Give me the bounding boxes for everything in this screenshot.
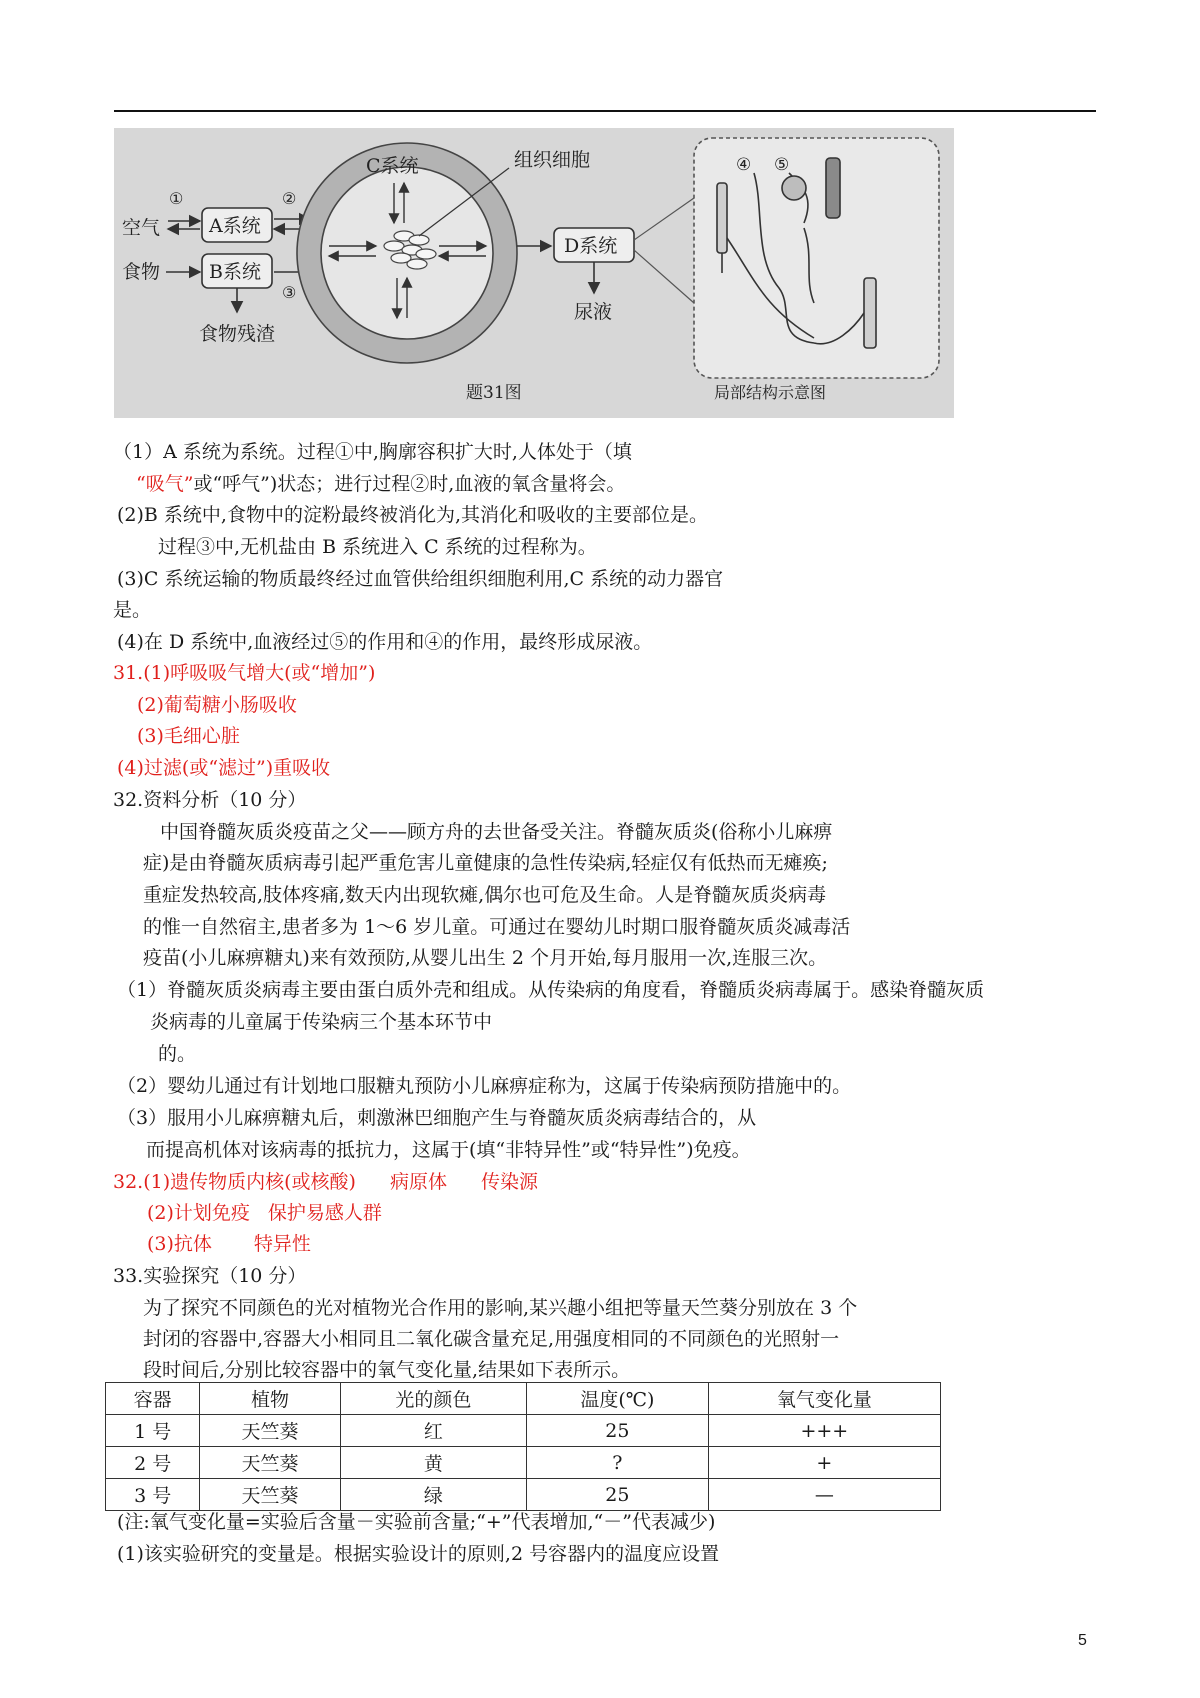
air-label: 空气: [122, 217, 161, 239]
table-header-cell: 温度(℃): [527, 1383, 709, 1415]
table-cell: 2 号: [106, 1447, 200, 1479]
q31-line-7: (4)在 D 系统中,血液经过⑤的作用和④的作用，最终形成尿液。: [117, 631, 653, 653]
q32-heading: 32.资料分析（10 分）: [113, 789, 307, 811]
table-cell: +++: [708, 1415, 940, 1447]
q31-line-4: 过程③中,无机盐由 B 系统进入 C 系统的过程称为。: [158, 536, 597, 558]
step1-label: ①: [169, 189, 184, 208]
q33-sub1: (1)该实验研究的变量是。根据实验设计的原则,2 号容器内的温度应设置: [117, 1543, 720, 1565]
table-cell: —: [708, 1479, 940, 1511]
a31-line-2: (2)葡萄糖小肠吸收: [137, 694, 297, 716]
a32-line-3: [147, 1232, 311, 1256]
q32-sub3-a: （3）服用小儿麻痹糖丸后，刺激淋巴细胞产生与脊髓灰质炎病毒结合的，从: [117, 1107, 757, 1129]
inset-frame: [694, 138, 939, 378]
human-systems-diagram: [114, 128, 954, 418]
oxygen-results-table: [105, 1382, 941, 1511]
a31-line-4: (4)过滤(或“滤过”)重吸收: [117, 757, 331, 779]
q33-para-1: 为了探究不同颜色的光对植物光合作用的影响,某兴趣小组把等量天竺葵分别放在 3 个: [143, 1297, 858, 1319]
q32-sub1-a: （1）脊髓灰质炎病毒主要由蛋白质外壳和组成。从传染病的角度看，脊髓质炎病毒属于。感染脊髓灰质: [117, 979, 985, 1001]
q32-para-2: 症)是由脊髓灰质病毒引起严重危害儿童健康的急性传染病,轻症仅有低热而无瘫痪;: [143, 852, 828, 874]
a32-3-a: (3)抗体: [147, 1233, 212, 1255]
a32-1-c: 传染源: [480, 1171, 538, 1193]
a32-2-b: 保护易感人群: [267, 1202, 382, 1224]
a32-3-b: 特异性: [253, 1233, 311, 1255]
table-header-cell: 容器: [106, 1383, 200, 1415]
header-rule: [114, 110, 1096, 112]
table-cell: 绿: [340, 1479, 526, 1511]
a32-1-a: 32.(1)遗传物质内核(或核酸): [113, 1171, 356, 1193]
a31-line-1: 31.(1)呼吸吸气增大(或“增加”): [113, 662, 376, 684]
table-row: [106, 1415, 941, 1447]
q31-line-2: [136, 472, 625, 496]
q32-sub2: （2）婴幼儿通过有计划地口服糖丸预防小儿麻痹症称为，这属于传染病预防措施中的。: [117, 1075, 852, 1097]
table-cell: 3 号: [106, 1479, 200, 1511]
inset-label-5: ⑤: [774, 155, 790, 175]
table-cell: 25: [527, 1415, 709, 1447]
food-label: 食物: [122, 261, 161, 283]
table-row: [106, 1479, 941, 1511]
table-header-row: [106, 1383, 941, 1415]
c-system-label: C系统: [366, 155, 419, 177]
q33-heading: 33.实验探究（10 分）: [113, 1265, 307, 1287]
step3-label: ③: [282, 283, 297, 302]
table-cell: 黄: [340, 1447, 526, 1479]
q32-sub1-c: 的。: [158, 1043, 197, 1065]
a-system-label: A系统: [209, 215, 261, 237]
q33-para-2: 封闭的容器中,容器大小相同且二氧化碳含量充足,用强度相同的不同颜色的光照射一: [143, 1328, 840, 1350]
diagram-figure-31: [114, 128, 954, 418]
figure-caption: 题31图: [466, 383, 522, 403]
b-system-label: B系统: [209, 261, 261, 283]
q31-line-6: 是。: [113, 599, 152, 621]
table-cell: 天竺葵: [200, 1479, 340, 1511]
q31-inhale-option: “吸气”: [136, 473, 194, 495]
inset-caption: 局部结构示意图: [714, 383, 827, 402]
page-number: 5: [1078, 1632, 1087, 1649]
inset-label-4: ④: [736, 155, 752, 175]
step2-label: ②: [282, 189, 297, 208]
table-row: [106, 1447, 941, 1479]
q32-sub1-b: 炎病毒的儿童属于传染病三个基本环节中: [150, 1011, 493, 1033]
table-cell: 25: [527, 1479, 709, 1511]
table-header-cell: 氧气变化量: [708, 1383, 940, 1415]
table-cell: 红: [340, 1415, 526, 1447]
q32-para-5: 疫苗(小儿麻痹糖丸)来有效预防,从婴儿出生 2 个月开始,每月服用一次,连服三次。: [143, 947, 828, 969]
food-residue-label: 食物残渣: [199, 323, 276, 345]
q31-line-1: （1）A 系统为系统。过程①中,胸廓容积扩大时,人体处于（填: [113, 441, 632, 463]
table-cell: ?: [527, 1447, 709, 1479]
a32-line-2: [147, 1201, 382, 1225]
q33-note: (注:氧气变化量=实验后含量－实验前含量;“+”代表增加,“－”代表减少): [117, 1511, 716, 1533]
tissue-cells-label: 组织细胞: [514, 149, 591, 171]
q31-line-5: (3)C 系统运输的物质最终经过血管供给组织细胞利用,C 系统的动力器官: [117, 568, 724, 590]
table-cell: +: [708, 1447, 940, 1479]
table-header-cell: 光的颜色: [340, 1383, 526, 1415]
q32-para-4: 的惟一自然宿主,患者多为 1～6 岁儿童。可通过在婴幼儿时期口服脊髓灰质炎减毒活: [143, 916, 851, 938]
q32-para-3: 重症发热较高,肢体疼痛,数天内出现软瘫,偶尔也可危及生命。人是脊髓灰质炎病毒: [143, 884, 827, 906]
table-cell: 天竺葵: [200, 1415, 340, 1447]
table-cell: 1 号: [106, 1415, 200, 1447]
a32-line-1: [113, 1170, 538, 1194]
q32-para-1: 中国脊髓灰质炎疫苗之父——顾方舟的去世备受关注。脊髓灰质炎(俗称小儿麻痹: [160, 821, 833, 843]
table-cell: 天竺葵: [200, 1447, 340, 1479]
q32-sub3-b: 而提高机体对该病毒的抵抗力，这属于(填“非特异性”或“特异性”)免疫。: [146, 1139, 751, 1161]
q33-para-3: 段时间后,分别比较容器中的氧气变化量,结果如下表所示。: [143, 1359, 631, 1381]
urine-label: 尿液: [574, 301, 613, 323]
q31-line-3: (2)B 系统中,食物中的淀粉最终被消化为,其消化和吸收的主要部位是。: [117, 504, 708, 526]
d-system-label: D系统: [564, 235, 618, 257]
a32-1-b: 病原体: [389, 1171, 447, 1193]
a31-line-3: (3)毛细心脏: [137, 725, 240, 747]
q31-line-2-text: 或“呼气”)状态；进行过程②时,血液的氧含量将会。: [193, 473, 626, 495]
table-header-cell: 植物: [200, 1383, 340, 1415]
a32-2-a: (2)计划免疫: [147, 1202, 250, 1224]
